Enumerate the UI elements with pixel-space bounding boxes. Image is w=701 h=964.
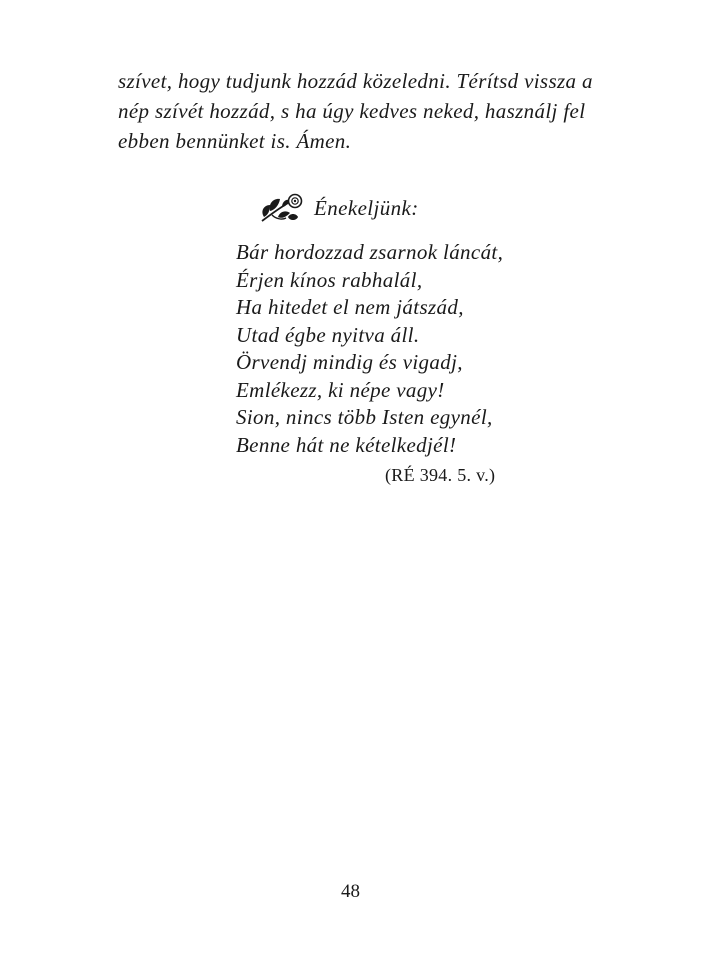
hymn-line: Utad égbe nyitva áll. xyxy=(236,322,420,347)
heading-label: Énekeljünk: xyxy=(314,195,419,220)
hymn-line: Emlékezz, ki népe vagy! xyxy=(236,377,445,402)
prayer-paragraph xyxy=(118,66,618,156)
prayer-line: nép szívét hozzád, s ha úgy kedves neked, használj fel xyxy=(118,99,586,123)
hymn-line: Ha hitedet el nem játszád, xyxy=(236,295,464,319)
hymn-line: Bár hordozzad zsarnok láncát, xyxy=(236,240,504,264)
hymn-verse xyxy=(236,239,503,459)
hymn-line: Benne hát ne kételkedjél! xyxy=(236,432,457,457)
section-heading xyxy=(258,193,419,223)
prayer-line: szívet, hogy tudjunk hozzád közeledni. Térítsd vissza a xyxy=(118,69,593,93)
prayer-line: ebben bennünket is. Ámen. xyxy=(118,129,352,153)
hymn-line: Sion, nincs több Isten egynél, xyxy=(236,405,493,429)
hymn-reference: (RÉ 394. 5. v.) xyxy=(385,465,496,485)
hymn-line: Örvendj mindig és vigadj, xyxy=(236,350,463,374)
page-number: 48 xyxy=(341,881,360,902)
hymn-line: Érjen kínos rabhalál, xyxy=(236,267,423,292)
floral-ornament-icon xyxy=(258,193,304,223)
